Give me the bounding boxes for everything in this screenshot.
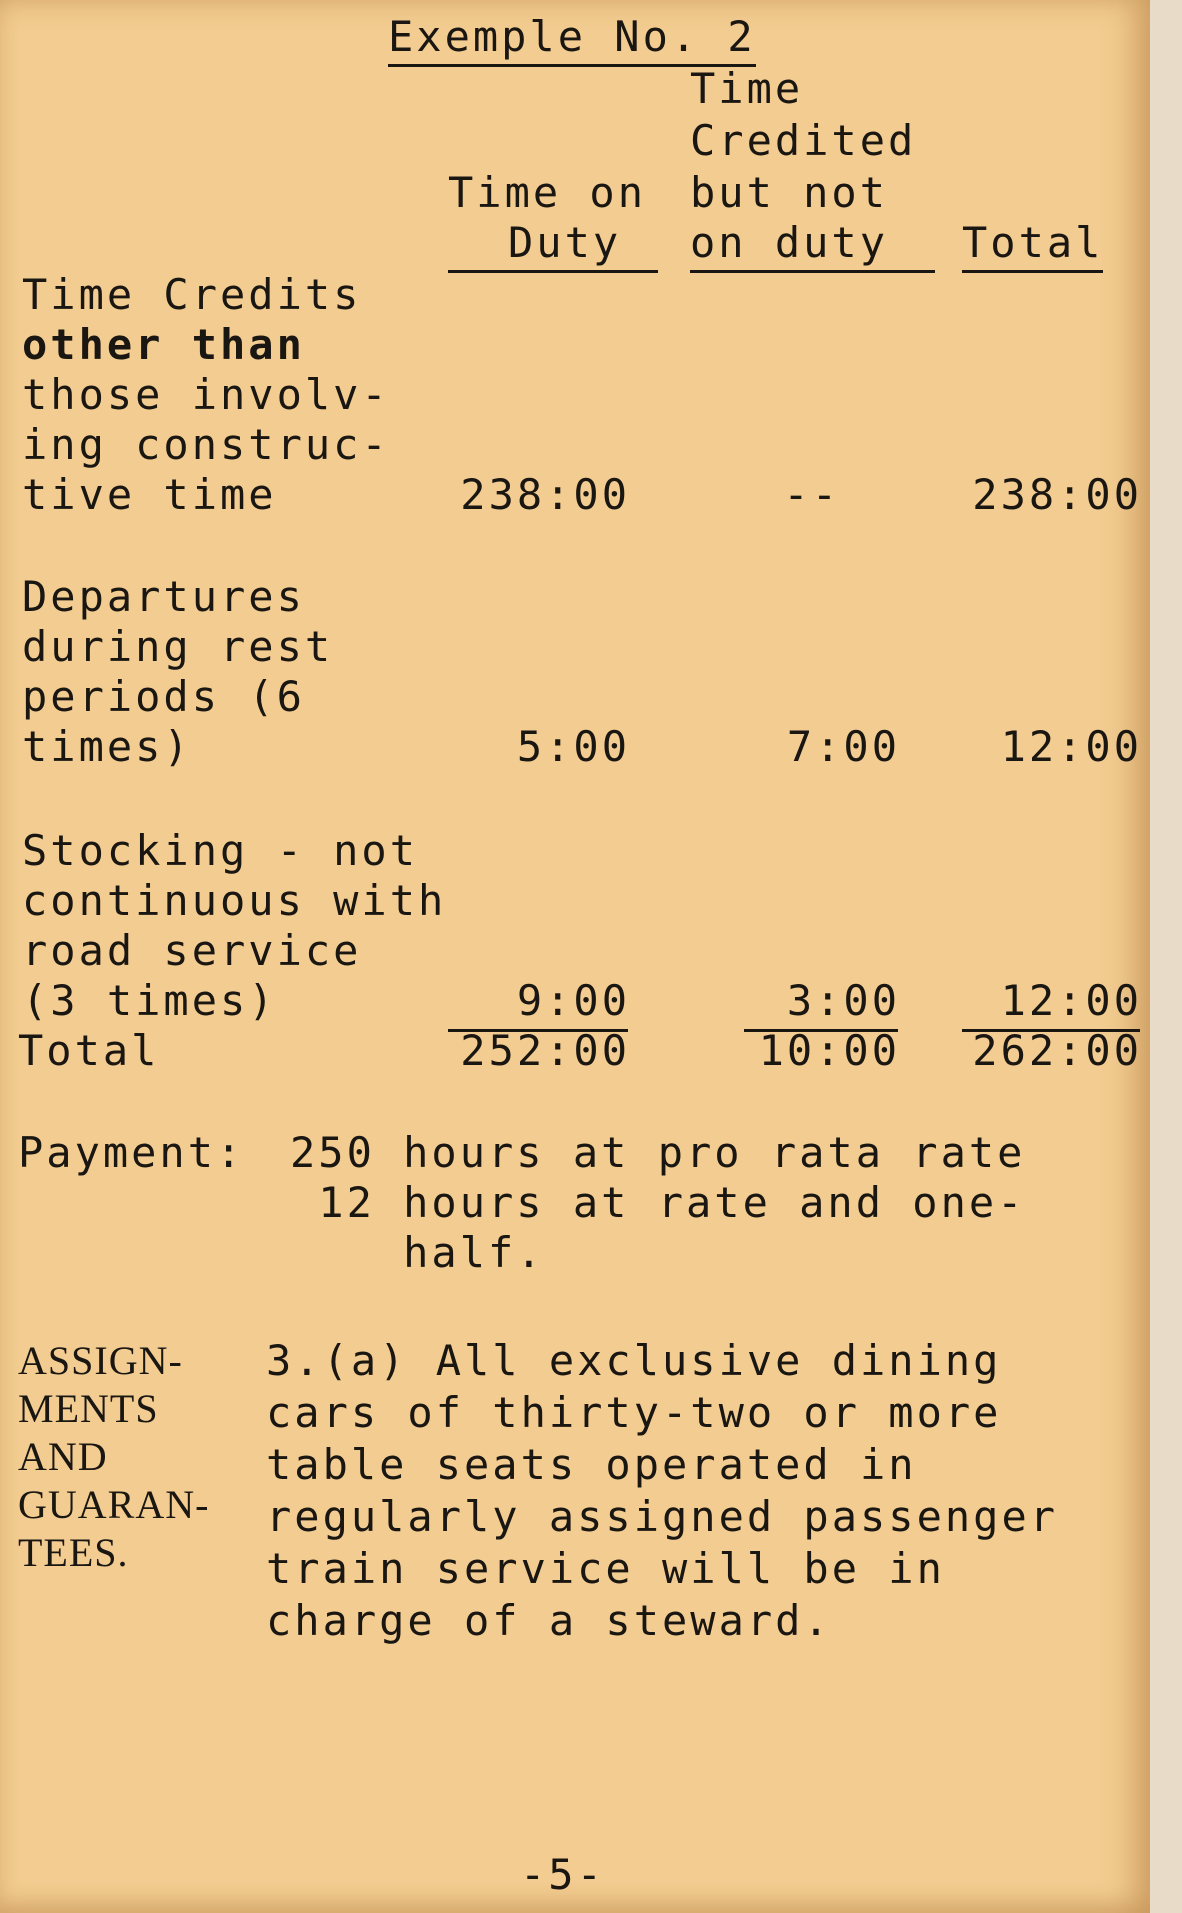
section-heading-line3: AND: [18, 1434, 108, 1479]
row2-label-line1: Departures: [22, 572, 305, 621]
row3-label-line3: road service: [22, 926, 362, 975]
row2-label-line4: times): [22, 722, 192, 771]
row2-label-line2: during rest: [22, 622, 334, 671]
header-credited-line3: but not: [690, 168, 889, 217]
row2-on-duty: 5:00: [516, 722, 630, 771]
header-on-duty-line2: Duty: [448, 218, 658, 273]
section-text-line1: 3.(a) All exclusive dining: [266, 1336, 1002, 1385]
section-text-line4: regularly assigned passenger: [266, 1492, 1059, 1541]
section-heading-line4: GUARAN-: [18, 1482, 210, 1527]
section-heading-line2: MENTS: [18, 1386, 159, 1431]
page-number: -5-: [520, 1850, 605, 1899]
totals-total: 262:00: [972, 1026, 1142, 1075]
payment-label: Payment:: [18, 1128, 245, 1177]
payment-line2: 12 hours at rate and one-: [290, 1178, 1026, 1227]
header-total: Total: [962, 218, 1103, 273]
section-text-line3: table seats operated in: [266, 1440, 917, 1489]
row3-label-line1: Stocking - not: [22, 826, 419, 875]
section-heading-line5: TEES.: [18, 1530, 129, 1575]
example-title: Exemple No. 2: [388, 12, 756, 67]
row3-credited: 3:00: [786, 976, 900, 1025]
paper-edge: [1150, 0, 1182, 1913]
row1-label-line1: Time Credits: [22, 270, 362, 319]
row1-label-line3: those involv-: [22, 370, 390, 419]
row1-label-line5: tive time: [22, 470, 277, 519]
payment-line1: 250 hours at pro rata rate: [290, 1128, 1026, 1177]
totals-credited: 10:00: [758, 1026, 900, 1075]
totals-on-duty: 252:00: [460, 1026, 630, 1075]
row1-on-duty: 238:00: [460, 470, 630, 519]
header-credited-line1: Time: [690, 64, 804, 113]
row3-on-duty: 9:00: [516, 976, 630, 1025]
row3-label-line4: (3 times): [22, 976, 277, 1025]
header-credited-line4: on duty: [690, 218, 935, 273]
row2-total: 12:00: [1000, 722, 1142, 771]
row3-total: 12:00: [1000, 976, 1142, 1025]
section-text-line5: train service will be in: [266, 1544, 945, 1593]
section-text-line6: charge of a steward.: [266, 1596, 832, 1645]
row1-credited: --: [783, 470, 840, 519]
header-on-duty-line1: Time on: [448, 168, 647, 217]
payment-line3: half.: [290, 1228, 545, 1277]
row2-credited: 7:00: [786, 722, 900, 771]
row2-label-line3: periods (6: [22, 672, 305, 721]
row1-total: 238:00: [972, 470, 1142, 519]
totals-label: Total: [18, 1026, 160, 1075]
section-heading-line1: ASSIGN-: [18, 1338, 183, 1383]
row1-label-line2: other than: [22, 320, 305, 369]
row1-label-line4: ing construc-: [22, 420, 390, 469]
header-credited-line2: Credited: [690, 116, 917, 165]
row3-label-line2: continuous with: [22, 876, 447, 925]
section-text-line2: cars of thirty-two or more: [266, 1388, 1002, 1437]
